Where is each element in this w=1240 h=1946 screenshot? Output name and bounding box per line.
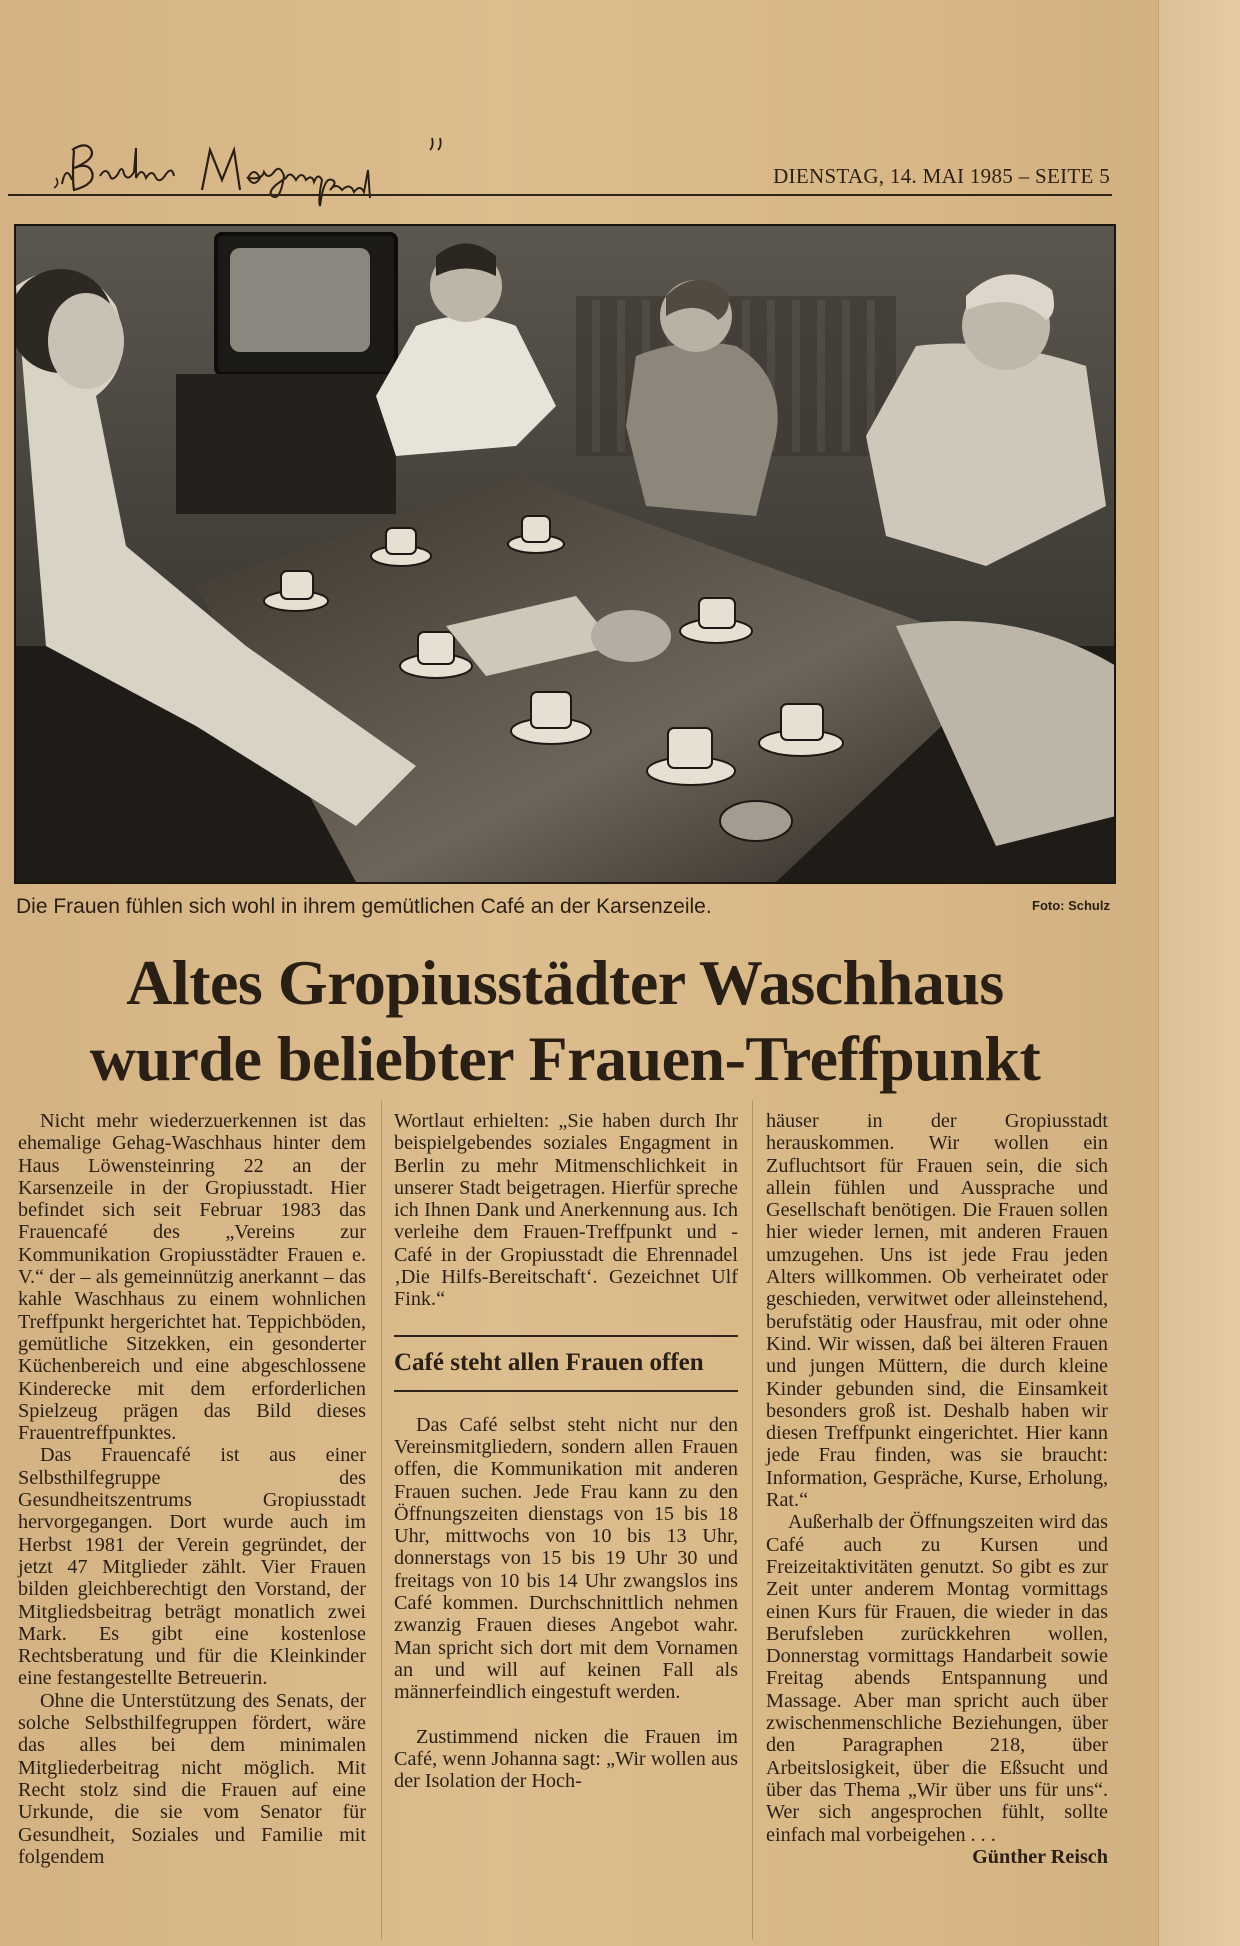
article-column-3: [766, 1110, 1108, 1868]
column-divider: [381, 1100, 382, 1940]
headline-line-1: Altes Gropiusstädter Waschhaus: [126, 947, 1004, 1018]
paragraph: häuser in der Gropiusstadt herauskommen. Wir wollen ein Zufluchtsort für Frauen sein, die sich allein fühlen und Aussprache und Gesellschaft benötigen. Die Frauen sollen hier wieder lernen, mit anderen Frauen umzugehen. Uns ist jede Frau jeden Alters willkommen. Ob verheiratet oder geschieden, verwitwet oder alleinstehend, berufstätig oder Hausfrau, mit oder ohne Kind. Wir wissen, daß bei älteren Frauen und jungen Müttern, die durch kleine Kinder gebunden sind, die Einsamkeit besonders groß ist. Deshalb haben wir diesen Treffpunkt eingerichtet. Hier kann jede Frau finden, was sie braucht: Information, Gespräche, Kurse, Erholung, Rat.“: [766, 1110, 1108, 1512]
subheadline: Café steht allen Frauen offen: [394, 1335, 738, 1392]
page-margin: [1158, 0, 1240, 1946]
paragraph: Zustimmend nicken die Frauen im Café, wenn Johanna sagt: „Wir wollen aus der Isolation der Hoch-: [394, 1725, 738, 1793]
paragraph: Das Café selbst steht nicht nur den Vereinsmitgliedern, sondern allen Frauen offen, die Kommunikation mit anderen Frauen suchen. Jede Frau kann zu den Öffnungszeiten dienstags von 15 bis 18 Uhr, mittwochs von 10 bis 13 Uhr, donnerstags von 15 bis 19 Uhr 30 und freitags von 10 bis 14 Uhr zwangslos ins Café kommen. Durchschnittlich nehmen zwanzig Frauen dieses Angebot wahr. Man spricht sich dort mit dem Vornamen an und will auf keinen Fall als männerfeindlich eingestuft werden.: [394, 1413, 738, 1704]
paragraph: Das Frauencafé ist aus einer Selbsthilfegruppe des Gesundheitszentrums Gropiusstadt hervorgegangen. Dort wurde auch im Herbst 1981 der Verein gegründet, der jetzt 47 Mitglieder zählt. Vier Frauen bilden gleichberechtigt den Vorstand, der Mitgliedsbeitrag beträgt monatlich zwei Mark. Es gibt eine kostenlose Rechtsberatung und für die Kleinkinder eine festangestellte Betreuerin.: [18, 1444, 366, 1690]
paragraph: Nicht mehr wiederzuerkennen ist das ehemalige Gehag-Waschhaus hinter dem Haus Löwensteinring 22 an der Karsenzeile in der Gropiusstadt. Hier befindet sich seit Februar 1983 das Frauencafé des „Vereins zur Kommunikation Gropiusstädter Frauen e. V.“ der – als gemeinnützig anerkannt – das kahle Waschhaus zu einem wohnlichen Treffpunkt hergerichtet hat. Teppichböden, gemütliche Sitzekken, ein gesonderter Küchenbereich und eine abgeschlossene Kinderecke mit dem erforderlichen Spielzeug prägen das Bild dieses Frauentreffpunktes.: [18, 1110, 366, 1445]
article-column-2: [394, 1110, 738, 1792]
headline-line-2: wurde beliebter Frauen-Treffpunkt: [89, 1023, 1041, 1094]
paragraph: Außerhalb der Öffnungszeiten wird das Café auch zu Kursen und Freizeitaktivitäten genutzt. So gibt es zur Zeit unter anderem Montag vormittags einen Kurs für Frauen, die wieder in das Berufsleben zurückkehren wollen, Donnerstag vormittags Handarbeit sowie Freitag abends Entspannung und Massage. Aber man spricht auch über zwischenmenschliche Beziehungen, über den Paragraphen 218, über Arbeitslosigkeit, über die Eßsucht und über das Thema „Wir über uns für uns“. Wer sich angesprochen fühlt, sollte einfach mal vorbeigehen . . .: [766, 1511, 1108, 1846]
masthead-rule: [8, 194, 1112, 196]
article-photo: [14, 224, 1116, 884]
handwritten-masthead: [52, 132, 472, 212]
article-headline: [20, 945, 1110, 1097]
date-line: DIENSTAG, 14. MAI 1985 – SEITE 5: [773, 164, 1110, 188]
photo-caption: Die Frauen fühlen sich wohl in ihrem gemütlichen Café an der Karsenzeile.: [16, 895, 712, 918]
article-column-1: [18, 1110, 366, 1868]
photo-credit: Foto: Schulz: [1032, 898, 1110, 913]
paragraph: Wortlaut erhielten: „Sie haben durch Ihr beispielgebendes soziales Engagment in Berlin zu mehr Mitmenschlichkeit in unserer Stadt beigetragen. Hierfür spreche ich Ihnen Dank und Anerkennung aus. Ich verleihe dem Frauen-Treffpunkt und -Café in der Gropiusstadt die Ehrennadel ‚Die Hilfs-Bereitschaft‘. Gezeichnet Ulf Fink.“: [394, 1110, 738, 1311]
paragraph: Ohne die Unterstützung des Senats, der solche Selbsthilfegruppen fördert, wäre das alles bei dem minimalen Mitgliederbeitrag nicht möglich. Mit Recht stolz sind die Frauen auf eine Urkunde, die sie vom Senator für Gesundheit, Soziales und Familie mit folgendem: [18, 1689, 366, 1868]
column-divider: [752, 1100, 753, 1940]
handwritten-masthead-signature: [52, 132, 472, 212]
author-byline: Günther Reisch: [972, 1845, 1108, 1868]
